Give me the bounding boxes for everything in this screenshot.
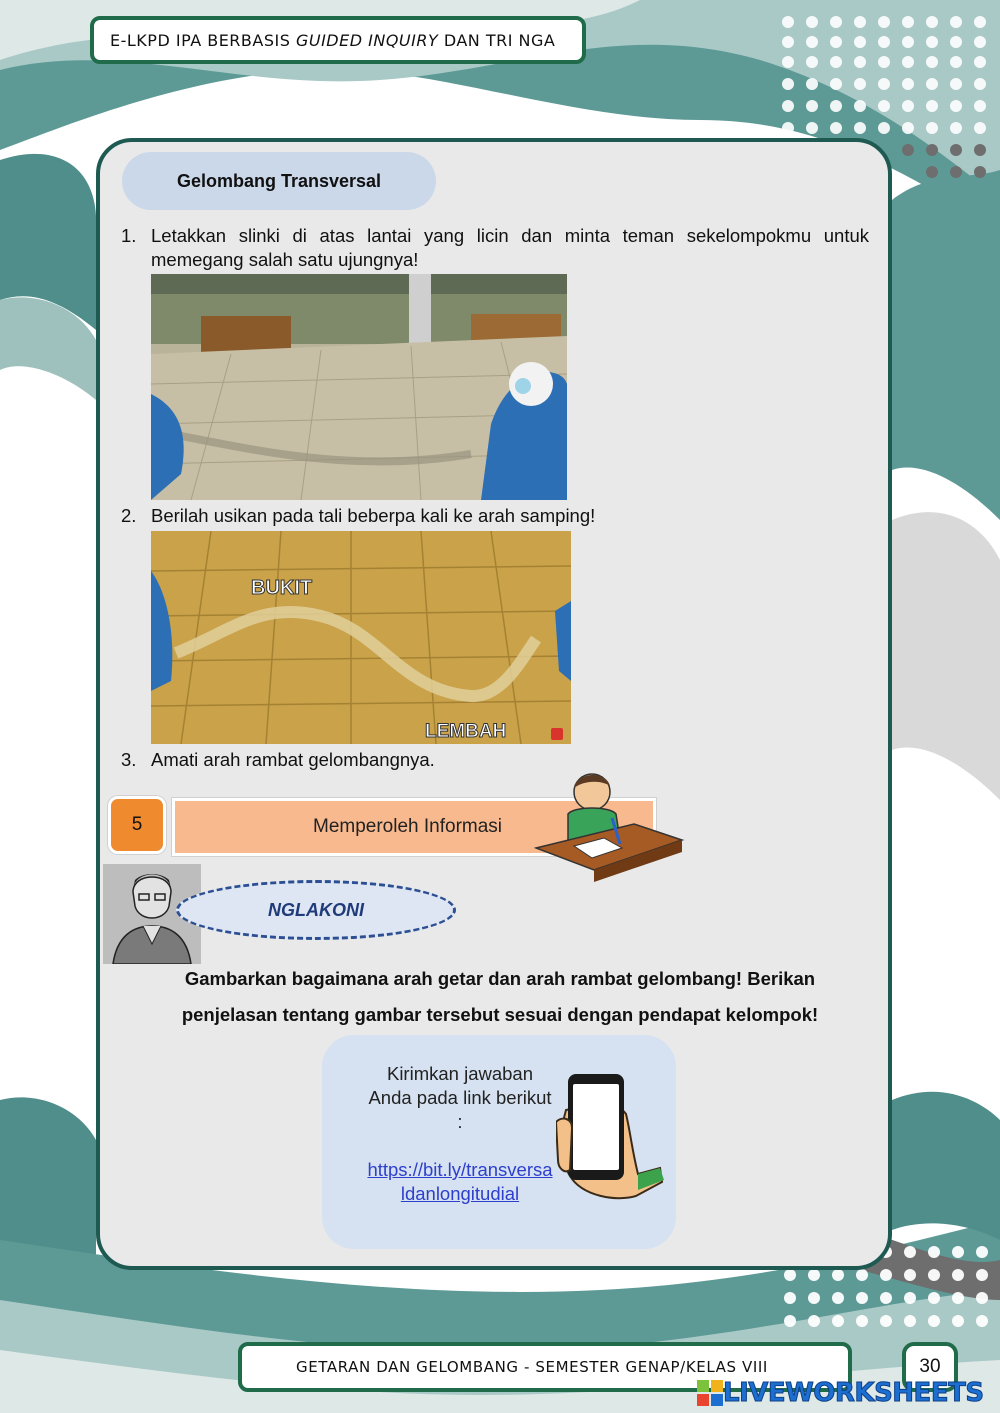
phase-title: Memperoleh Informasi [313,816,503,837]
step-1 [121,224,869,272]
student-writing-illustration [534,770,686,886]
step-2 [121,504,869,528]
step-1-number: 1. [121,225,137,246]
header-italic: GUIDED INQUIRY [295,30,439,50]
page-number-value: 30 [919,1356,941,1377]
instruction-line-2: penjelasan tentang gambar tersebut sesuai dengan pendapat kelompok! [181,1004,819,1025]
lembah-label: LEMBAH [425,721,507,742]
record-icon [551,728,563,740]
answer-link[interactable]: https://bit.ly/transversaldanlongitudial [367,1159,553,1204]
step-3-number: 3. [121,749,137,770]
instruction-line-1: Gambarkan bagaimana arah getar dan arah rambat gelombang! Berikan [184,968,816,989]
document-header [90,16,586,64]
header-prefix: E-LKPD IPA BERBASIS [110,30,296,50]
bukit-label: BUKIT [251,577,313,599]
submit-text: Kirimkan jawaban Anda pada link berikut : [368,1063,552,1132]
step-1-text: Letakkan slinki di atas lantai yang licin dan minta teman sekelompokmu untuk memegang salah satu ujungnya! [151,225,869,270]
step-2-text: Berilah usikan pada tali beberpa kali ke arah samping! [151,505,596,526]
phase-number: 5 [131,814,143,835]
phase-number-badge [108,796,166,854]
slinky-floor-photo [151,274,567,500]
nglakoni-label: NGLAKONI [268,899,364,920]
slinky-wave-image [151,531,571,744]
header-suffix: DAN TRI NGA [438,30,556,50]
liveworksheets-watermark [697,1376,984,1410]
phone-in-hand-icon [556,1070,666,1206]
slinky-wave-photo [151,531,571,744]
step-3 [121,748,869,772]
liveworksheets-text: LIVEWORKSHEETS [723,1378,984,1408]
section-title: Gelombang Transversal [122,152,436,210]
step-2-number: 2. [121,505,137,526]
nglakoni-badge [176,880,456,940]
footer-text: GETARAN DAN GELOMBANG - SEMESTER GENAP/KELAS VIII [296,1358,768,1376]
liveworksheets-logo-icon [697,1380,723,1406]
step-3-text: Amati arah rambat gelombangnya. [151,749,435,770]
